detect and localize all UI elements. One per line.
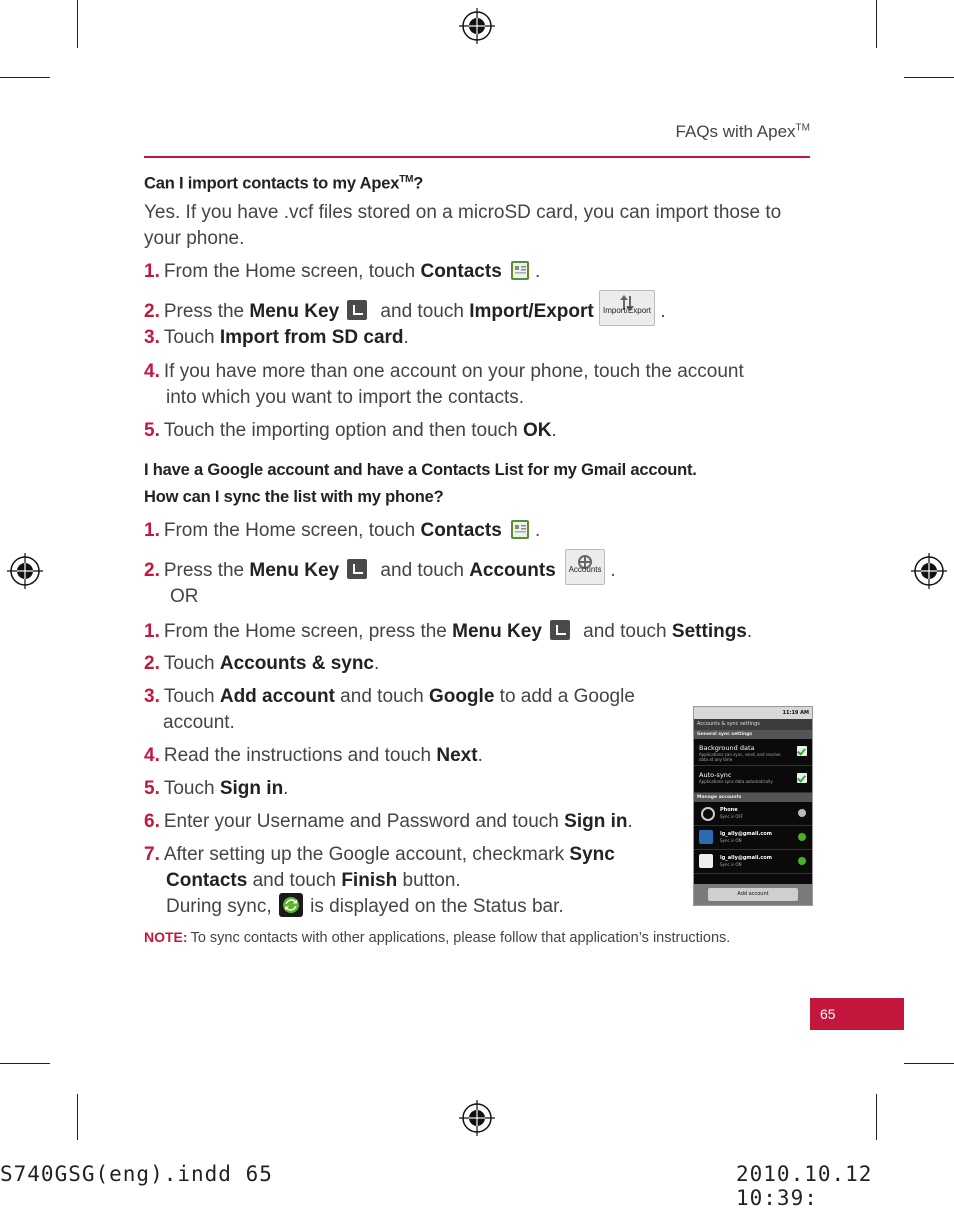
- running-header: FAQs with Apex™: [675, 122, 810, 141]
- accounts-sync-screenshot: [693, 706, 813, 906]
- crop-mark: [904, 77, 954, 78]
- menu-key-icon: [347, 300, 367, 320]
- step-item: 4. Read the instructions and touch Next.: [144, 745, 483, 766]
- sync-status-icon: [798, 809, 806, 817]
- header-rule: [144, 156, 810, 158]
- import-export-icon: Import/Export: [599, 290, 655, 326]
- checkbox-icon: [797, 773, 807, 783]
- setting-row: Auto-sync Applications sync data automatically: [694, 766, 812, 793]
- slug-filename: S740GSG(eng).indd 65: [0, 1162, 273, 1186]
- page-number-tab: 65: [810, 998, 904, 1030]
- account-row: Phone Sync is OFF: [694, 802, 812, 826]
- accounts-icon: Accounts: [565, 549, 605, 585]
- step-item: 4. If you have more than one account on your phone, touch the account into which you want to import the contacts.: [144, 361, 744, 408]
- registration-mark-icon: [911, 553, 947, 589]
- step-item: 2. Press the Menu Key and touch Import/Export Import/Export .: [144, 294, 814, 330]
- setting-row: Background data Applications can sync, send, and receive data at any time: [694, 739, 812, 766]
- menu-key-icon: [550, 620, 570, 640]
- step-item: 7. After setting up the Google account, checkmark Sync Contacts and touch Finish button. During sync, is displayed on the Status bar.: [144, 844, 615, 917]
- crop-mark: [0, 77, 50, 78]
- contacts-icon: [509, 517, 533, 541]
- step-item: 1. From the Home screen, touch Contacts .: [144, 518, 814, 544]
- registration-mark-icon: [459, 8, 495, 44]
- account-row: lg_ally@gmail.com Sync is ON: [694, 826, 812, 850]
- step-item: 5. Touch Sign in.: [144, 778, 289, 799]
- answer-paragraph: Yes. If you have .vcf files stored on a microSD card, you can import those to your phone.: [144, 202, 782, 249]
- crop-mark: [876, 1094, 877, 1140]
- slug-timestamp: 2010.10.12 10:39:: [736, 1162, 873, 1210]
- registration-mark-icon: [459, 1100, 495, 1136]
- step-item: 1. From the Home screen, touch Contacts .: [144, 259, 814, 285]
- question-heading: I have a Google account and have a Contacts List for my Gmail account. How can I sync the list with my phone?: [144, 461, 697, 506]
- contacts-icon: [509, 258, 533, 282]
- add-account-button: Add account: [708, 888, 798, 901]
- crop-mark: [0, 1063, 50, 1064]
- crop-mark: [77, 1094, 78, 1140]
- step-item: 3. Touch Add account and touch Google to add a Google account.: [144, 686, 635, 733]
- sync-status-icon: [798, 833, 806, 841]
- step-item: 1. From the Home screen, press the Menu Key and touch Settings.: [144, 621, 753, 642]
- account-icon: [699, 830, 713, 844]
- google-icon: [699, 854, 713, 868]
- crop-mark: [77, 0, 78, 48]
- account-row: lg_ally@gmail.com Sync is ON: [694, 850, 812, 874]
- note: NOTE: To sync contacts with other applications, please follow that application’s instructions.: [144, 929, 731, 946]
- menu-key-icon: [347, 559, 367, 579]
- registration-mark-icon: [7, 553, 43, 589]
- section-header: Manage accounts: [694, 793, 812, 802]
- step-item: 2. Press the Menu Key and touch Accounts Accounts .: [144, 553, 814, 589]
- status-bar: 11:19 AM: [694, 707, 812, 719]
- step-item: 5. Touch the importing option and then touch OK.: [144, 420, 557, 441]
- step-item: 2. Touch Accounts & sync.: [144, 653, 380, 674]
- crop-mark: [876, 0, 877, 48]
- sync-status-icon: [798, 857, 806, 865]
- sync-icon: [279, 893, 303, 917]
- section-header: General sync settings: [694, 730, 812, 739]
- step-item: 3. Touch Import from SD card.: [144, 327, 409, 348]
- question-heading: Can I import contacts to my Apex™?: [144, 174, 424, 193]
- or-separator: OR: [170, 586, 199, 607]
- screen-title: Accounts & sync settings: [694, 719, 812, 730]
- checkbox-icon: [797, 746, 807, 756]
- crop-mark: [904, 1063, 954, 1064]
- step-item: 6. Enter your Username and Password and touch Sign in.: [144, 811, 633, 832]
- phone-sync-icon: [701, 807, 715, 821]
